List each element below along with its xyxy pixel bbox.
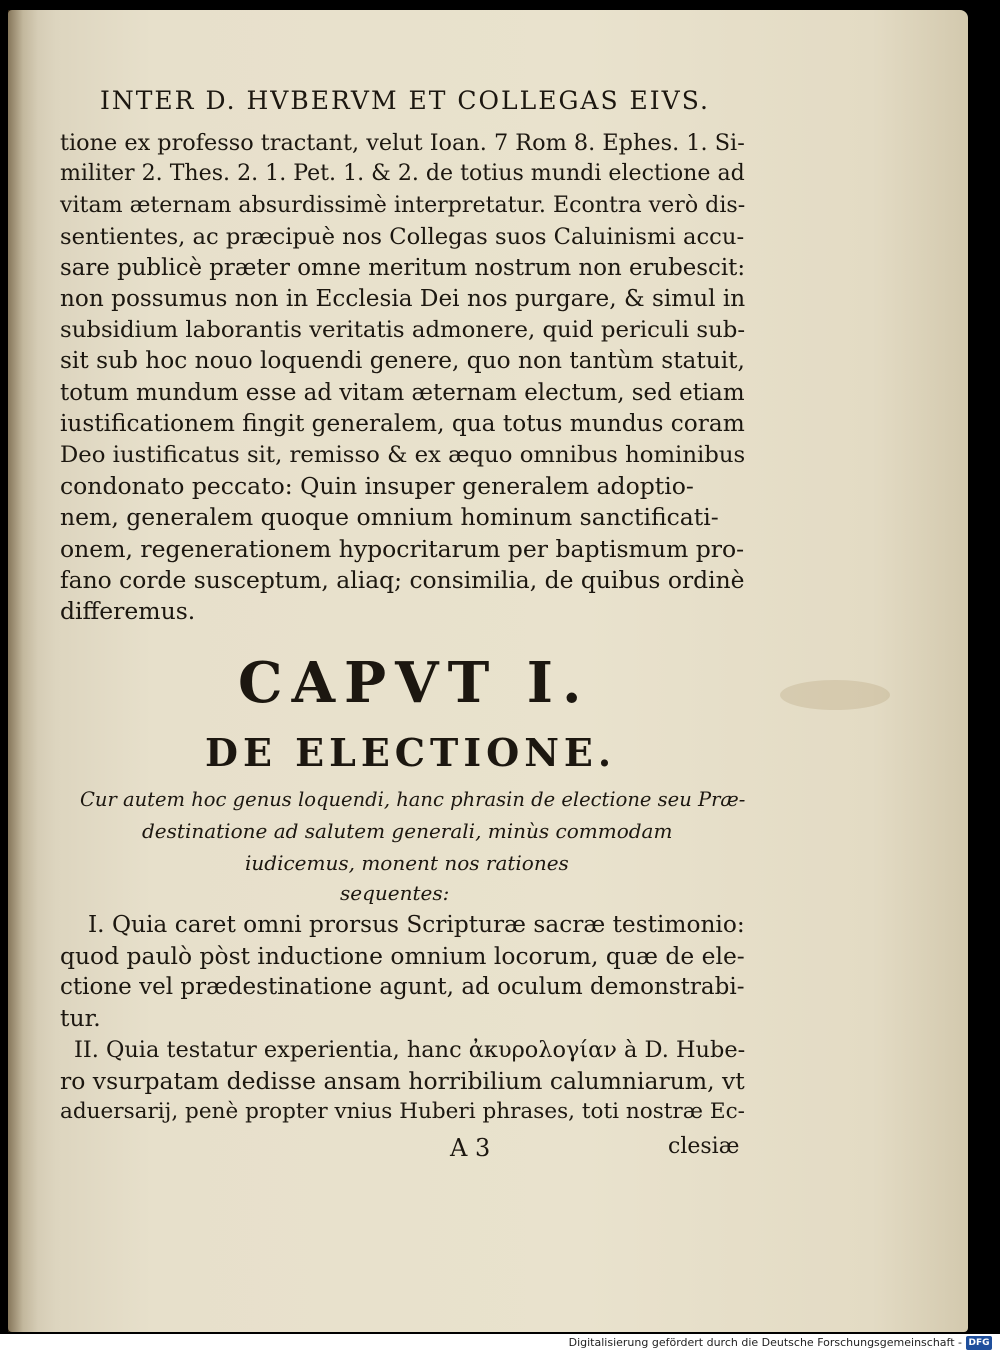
signature-mark: A 3: [450, 1134, 491, 1162]
italic-heading-line: Cur autem hoc genus loquendi, hanc phrasin de electione seu Præ-: [80, 788, 746, 811]
binding-shadow: [8, 10, 38, 1332]
body-line: ro vsurpatam dedisse ansam horribilium calumniarum, vt: [60, 1067, 745, 1095]
footer-credit: Digitalisierung gefördert durch die Deutsche Forschungsgemeinschaft -: [568, 1336, 962, 1349]
intro-line: sare publicè præter omne meritum nostrum non erubescit:: [60, 255, 746, 281]
italic-heading-line: sequentes:: [340, 881, 450, 905]
body-line: I. Quia caret omni prorsus Scripturæ sacræ testimonio:: [88, 911, 745, 938]
intro-line: totum mundum esse ad vitam æternam electum, sed etiam: [60, 380, 745, 406]
intro-line: fano corde susceptum, aliaq; consimilia, de quibus ordinè: [60, 566, 745, 594]
intro-line: tione ex professo tractant, velut Ioan. 7 Rom 8. Ephes. 1. Si-: [60, 130, 745, 156]
intro-line: sentientes, ac præcipuè nos Collegas suos Caluinismi accu-: [60, 224, 745, 250]
chapter-title: CAPVT I.: [238, 650, 591, 716]
body-line: II. Quia testatur experientia, hanc ἀκυρολογίαν à D. Hube-: [74, 1037, 746, 1063]
intro-line: Deo iustificatus sit, remisso & ex æquo omnibus hominibus: [60, 442, 746, 468]
intro-line: non possumus non in Ecclesia Dei nos purgare, & simul in: [60, 286, 746, 312]
dfg-logo-icon: DFG: [966, 1336, 992, 1350]
intro-line: differemus.: [60, 597, 196, 625]
running-head: INTER D. HVBERVM ET COLLEGAS EIVS.: [100, 86, 710, 115]
intro-line: subsidium laborantis veritatis admonere, quid periculi sub-: [60, 317, 746, 343]
intro-line: militer 2. Thes. 2. 1. Pet. 1. & 2. de totius mundi electione ad: [60, 161, 745, 186]
intro-line: vitam æternam absurdissimè interpretatur. Econtra verò dis-: [60, 192, 746, 218]
ink-stain: [780, 680, 890, 710]
catchword: clesiæ: [668, 1134, 740, 1159]
italic-heading-line: iudicemus, monent nos rationes: [245, 851, 569, 875]
italic-heading-line: destinatione ad salutem generali, minùs commodam: [142, 819, 673, 843]
intro-line: sit sub hoc nouo loquendi genere, quo non tantùm statuit,: [60, 347, 745, 374]
intro-line: nem, generalem quoque omnium hominum sanctificati-: [60, 503, 719, 531]
intro-line: onem, regenerationem hypocritarum per baptismum pro-: [60, 535, 745, 563]
body-line: quod paulò pòst inductione omnium locorum, quæ de ele-: [60, 942, 745, 970]
body-line: ctione vel prædestinatione agunt, ad oculum demonstrabi-: [60, 974, 745, 1000]
body-line: aduersarij, penè propter vnius Huberi phrases, toti nostræ Ec-: [60, 1099, 745, 1124]
section-title: DE ELECTIONE.: [205, 730, 617, 775]
body-line: tur.: [60, 1004, 101, 1032]
intro-line: iustificationem fingit generalem, qua totus mundus coram: [60, 410, 745, 437]
intro-line: condonato peccato: Quin insuper generalem adoptio-: [60, 472, 694, 500]
